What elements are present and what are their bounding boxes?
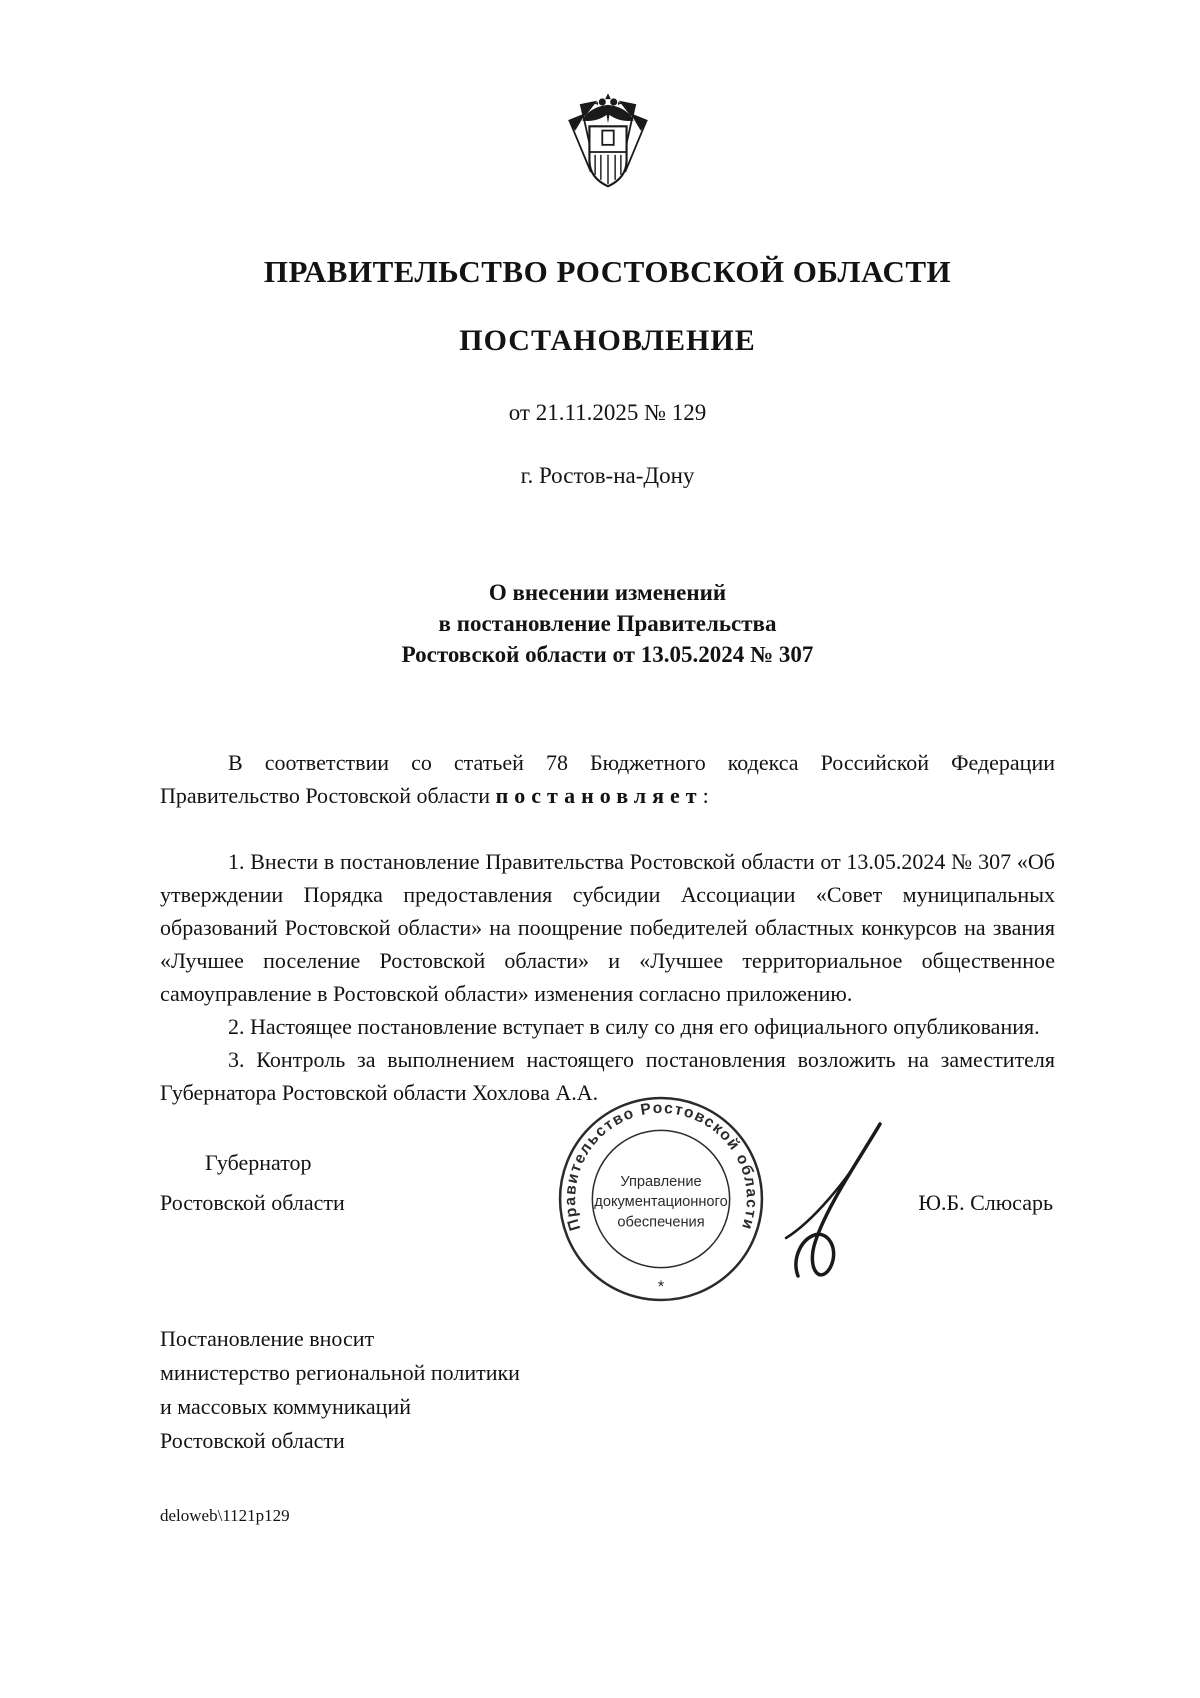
doc-title-line-3: Ростовской области от 13.05.2024 № 307 bbox=[401, 642, 814, 667]
submitted-by-block bbox=[160, 1322, 520, 1458]
doc-body bbox=[160, 746, 1055, 1109]
paragraph-item-1: 1. Внести в постановление Правительства Ростовской области от 13.05.2024 № 307 «Об утверждении Порядка предоставления субсидии Ассоциации «Совет муниципальных образований Ростовской области» на поощрение победителей областных конкурсов на звания «Лучшее поселение Ростовской области» и «Лучшее территориальное общественное самоуправление в Ростовской области» изменения согласно приложению. bbox=[160, 849, 1055, 1006]
city-line: г. Ростов-на-Дону bbox=[520, 463, 695, 488]
signature-block bbox=[160, 1099, 1055, 1333]
intro-paragraph bbox=[160, 746, 1055, 812]
intro-text: В соответствии со статьей 78 Бюджетного кодекса Российской Федерации Правительство Ростовской области bbox=[160, 750, 1055, 808]
submitted-by-line-3: и массовых коммуникаций bbox=[160, 1394, 411, 1419]
handwritten-signature bbox=[772, 1118, 897, 1298]
doc-title-line-2: в постановление Правительства bbox=[438, 611, 777, 636]
file-reference: deloweb\1121p129 bbox=[160, 1506, 290, 1525]
intro-bold-word: постановляет bbox=[495, 783, 703, 808]
paragraph-item-3: 3. Контроль за выполнением настоящего постановления возложить на заместителя Губернатора Ростовской области Хохлова А.А. bbox=[160, 1047, 1055, 1105]
stamp-center-line-1: Управление bbox=[620, 1173, 702, 1190]
doc-title bbox=[160, 577, 1055, 670]
stamp-star: * bbox=[657, 1277, 665, 1296]
signer-title-line-1: Губернатор bbox=[205, 1150, 312, 1175]
signer-title-line-2: Ростовской области bbox=[160, 1190, 345, 1215]
submitted-by-line-2: министерство региональной политики bbox=[160, 1360, 520, 1385]
emblem-wrap bbox=[160, 85, 1055, 214]
emblem-shield bbox=[589, 126, 626, 186]
doc-title-line-1: О внесении изменений bbox=[488, 580, 727, 605]
signer-name: Ю.Б. Слюсарь bbox=[918, 1190, 1053, 1215]
intro-colon: : bbox=[702, 783, 709, 808]
svg-text:Правительство Ростовской облас bbox=[562, 1100, 760, 1233]
submitted-by-line-1: Постановление вносит bbox=[160, 1326, 375, 1351]
doc-type-heading: ПОСТАНОВЛЕНИЕ bbox=[459, 324, 756, 357]
submitted-by-line-4: Ростовской области bbox=[160, 1428, 345, 1453]
paragraph-item-2: 2. Настоящее постановление вступает в силу со дня его официального опубликования. bbox=[228, 1014, 1040, 1039]
stamp-center-line-2: документационного bbox=[594, 1194, 728, 1211]
stamp-ring-text: Правительство Ростовской области bbox=[562, 1099, 760, 1233]
official-stamp bbox=[555, 1093, 767, 1305]
org-name-heading: ПРАВИТЕЛЬСТВО РОСТОВСКОЙ ОБЛАСТИ bbox=[263, 254, 952, 289]
coat-of-arms bbox=[558, 85, 658, 209]
date-number-line: от 21.11.2025 № 129 bbox=[508, 400, 707, 425]
stamp-center-line-3: обеспечения bbox=[617, 1214, 705, 1231]
